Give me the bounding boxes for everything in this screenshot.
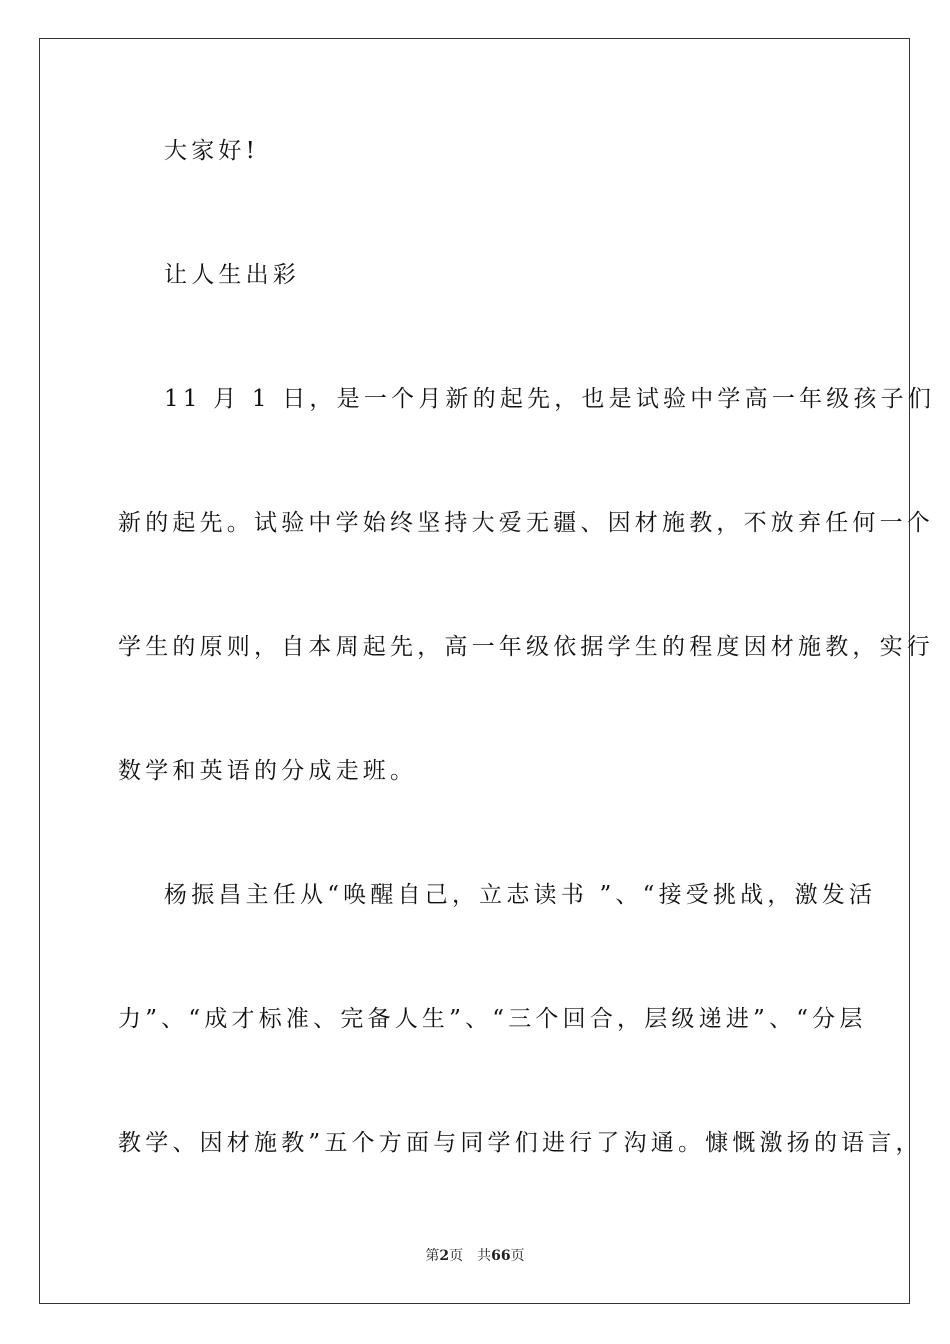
total-prefix: 共 — [477, 1248, 492, 1264]
paragraph-2-line-2: 力”、“成才标准、完备人生”、“三个回合，层级递进”、“分层 — [118, 1006, 867, 1032]
paragraph-2-line-3: 教学、因材施教”五个方面与同学们进行了沟通。慷慨激扬的语言， — [118, 1130, 923, 1156]
paragraph-2-line-1: 杨振昌主任从“唤醒自己，立志读书 ”、“接受挑战，激发活 — [164, 882, 877, 908]
page-number: 2 — [439, 1248, 450, 1264]
total-unit: 页 — [510, 1248, 525, 1264]
paragraph-1-line-1: 11 月 1 日，是一个月新的起先，也是试验中学高一年级孩子们 — [164, 386, 936, 412]
page-border — [39, 38, 936, 1304]
paragraph-1-line-4: 数学和英语的分成走班。 — [118, 758, 418, 784]
greeting-line: 大家好! — [164, 138, 260, 164]
page-footer — [0, 1247, 950, 1265]
title-line: 让人生出彩 — [164, 262, 300, 288]
page-prefix: 第 — [425, 1248, 440, 1264]
paragraph-1-line-3: 学生的原则，自本周起先，高一年级依据学生的程度因材施教，实行 — [118, 634, 934, 660]
total-pages: 66 — [491, 1248, 511, 1264]
paragraph-1-line-2: 新的起先。试验中学始终坚持大爱无疆、因材施教，不放弃任何一个 — [118, 510, 934, 536]
page-unit: 页 — [449, 1248, 464, 1264]
